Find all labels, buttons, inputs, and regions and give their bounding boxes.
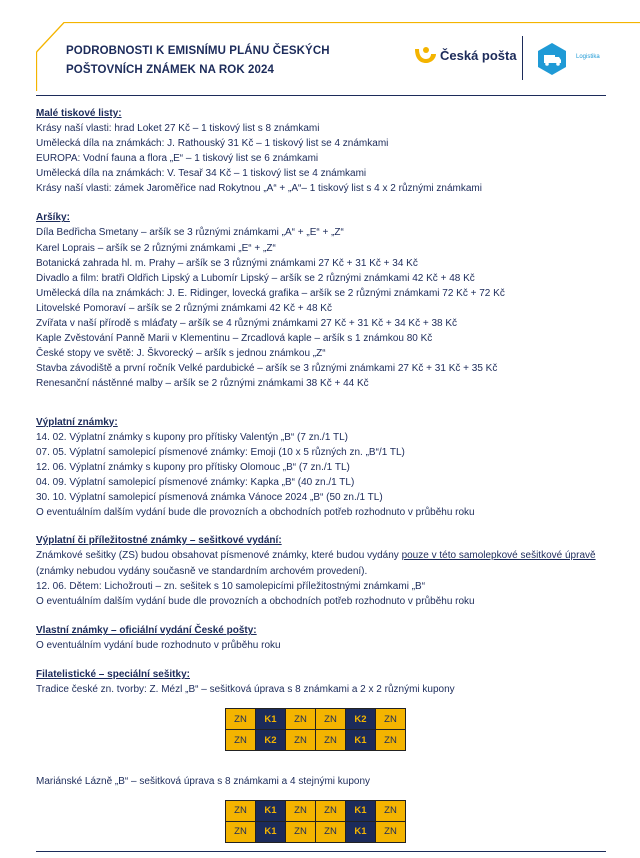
stamp-cell: ZN (316, 821, 346, 842)
paragraph-text: (známky nebudou vydány současně ve standardním archovém provedení). (36, 565, 368, 577)
stamp-cell: ZN (226, 730, 256, 751)
section-arsiky (36, 211, 616, 391)
footer-rule (36, 851, 606, 852)
section-vlastni-znamky (36, 624, 616, 653)
list-item: Krásy naší vlasti: zámek Jaroměřice nad Rokytnou „A“ + „A“– 1 tiskový list s 4 x 2 různými známkami (36, 183, 482, 195)
list-item: 04. 09. Výplatní samolepicí písmenové známky: Kapka „B“ (40 zn./1 TL) (36, 476, 355, 488)
section-filatelisticke (36, 668, 616, 842)
section-vyplatni-znamky (36, 416, 616, 521)
stamp-cell: ZN (376, 730, 406, 751)
booklet-layout-table (225, 800, 406, 843)
list-item: Umělecká díla na známkách: V. Tesař 34 Kč – 1 tiskový list se 4 známkami (36, 168, 367, 180)
list-item: 30. 10. Výplatní samolepicí písmenová známka Vánoce 2024 „B“ (50 zn./1 TL) (36, 491, 383, 503)
booklet-row (226, 800, 406, 821)
list-item: Kaple Zvěstování Panně Marii v Klementinu – Zrcadlová kaple – aršík s 1 známkou 80 Kč (36, 333, 433, 345)
stamp-cell: ZN (376, 800, 406, 821)
paragraph-text: Známkové sešitky (ZS) budou obsahovat písmenové známky, které budou vydány (36, 550, 402, 562)
coupon-cell: K1 (256, 821, 286, 842)
section-heading: Výplatní známky: (36, 416, 118, 428)
stamp-cell: ZN (376, 821, 406, 842)
coupon-cell: K1 (346, 821, 376, 842)
stamp-cell: ZN (226, 709, 256, 730)
coupon-cell: K2 (346, 709, 376, 730)
section-heading: Filatelistické – speciální sešitky: (36, 669, 190, 681)
booklet-row (226, 730, 406, 751)
stamp-cell: ZN (226, 821, 256, 842)
list-item: O eventuálním dalším vydání bude dle provozních a obchodních potřeb rozhodnuto v průběhu roku (36, 596, 475, 608)
title-line-2: POŠTOVNÍCH ZNÁMEK NA ROK 2024 (66, 64, 275, 76)
list-item: Umělecká díla na známkách: J. E. Ridinger, lovecká grafika – aršík se 2 různými známkami 72 Kč + 72 Kč (36, 287, 505, 299)
list-item: Litovelské Pomoraví – aršík se 2 různými známkami 42 Kč + 48 Kč (36, 302, 332, 314)
list-item: Mariánské Lázně „B“ – sešitková úprava s 8 známkami a 4 stejnými kupony (36, 776, 371, 788)
header-rule (36, 95, 606, 96)
coupon-cell: K2 (256, 730, 286, 751)
logistika-label: Logistika (576, 54, 600, 60)
paragraph-emphasis: pouze v této samolepkové sešitkové úpravě (401, 550, 596, 562)
stamp-cell: ZN (316, 730, 346, 751)
list-item: Divadlo a film: bratři Oldřich Lipský a Lubomír Lipský – aršík se 2 různými známkami 42 Kč + 48 Kč (36, 272, 475, 284)
list-item: Tradice české zn. tvorby: Z. Mézl „B“ – sešitková úprava s 8 známkami a 2 x 2 různými kupony (36, 684, 455, 696)
stamp-cell: ZN (286, 821, 316, 842)
document-title (66, 42, 386, 80)
section-heading: Aršíky: (36, 212, 70, 224)
list-item: Karel Loprais – aršík se 2 různými známkami „E“ + „Z“ (36, 242, 276, 254)
sesitky-paragraph (36, 548, 616, 579)
section-sesitkove-vydani (36, 534, 616, 609)
stamp-cell: ZN (316, 800, 346, 821)
list-item: Botanická zahrada hl. m. Prahy – aršík se 3 různými známkami 27 Kč + 31 Kč + 34 Kč (36, 257, 418, 269)
list-item: Renesanční nástěnné malby – aršík se 2 různými známkami 38 Kč + 44 Kč (36, 378, 369, 390)
ceska-posta-logo-text: Česká pošta (440, 48, 517, 63)
logistika-truck-icon (535, 42, 569, 76)
section-heading: Malé tiskové listy: (36, 108, 122, 119)
list-item: 14. 02. Výplatní známky s kupony pro přítisky Valentýn „B“ (7 zn./1 TL) (36, 431, 348, 443)
document-body (36, 107, 616, 843)
stamp-cell: ZN (226, 800, 256, 821)
stamp-cell: ZN (286, 800, 316, 821)
logo-divider (522, 36, 523, 80)
coupon-cell: K1 (256, 709, 286, 730)
section-male-tiskove-listy (36, 107, 616, 196)
list-item: 12. 06. Dětem: Lichožrouti – zn. sešitek s 10 samolepicími příležitostnými známkami „B“ (36, 581, 426, 593)
stamp-cell: ZN (316, 709, 346, 730)
list-item: 07. 05. Výplatní samolepicí písmenové známky: Emoji (10 x 5 různých zn. „B“/1 TL) (36, 446, 405, 458)
list-item: Stavba závodiště a první ročník Velké pardubické – aršík se 3 různými známkami 27 Kč + 31 Kč + 35 Kč (36, 363, 498, 375)
list-item: EUROPA: Vodní fauna a flora „E“ – 1 tiskový list se 6 známkami (36, 153, 319, 165)
coupon-cell: K1 (256, 800, 286, 821)
stamp-cell: ZN (376, 709, 406, 730)
title-line-1: PODROBNOSTI K EMISNÍMU PLÁNU ČESKÝCH (66, 45, 330, 57)
list-item: Krásy naší vlasti: hrad Loket 27 Kč – 1 tiskový list s 8 známkami (36, 123, 320, 134)
post-horn-icon (414, 46, 438, 64)
stamp-cell: ZN (286, 709, 316, 730)
list-item: Umělecká díla na známkách: J. Rathouský 31 Kč – 1 tiskový list se 4 známkami (36, 138, 389, 150)
coupon-cell: K1 (346, 800, 376, 821)
coupon-cell: K1 (346, 730, 376, 751)
booklet-layout-table (225, 708, 406, 751)
booklet-row (226, 709, 406, 730)
list-item: České stopy ve světě: J. Škvorecký – aršík s jednou známkou „Z“ (36, 348, 326, 360)
list-item: O eventuálním vydání bude rozhodnuto v průběhu roku (36, 640, 281, 652)
list-item: 12. 06. Výplatní známky s kupony pro přítisky Olomouc „B“ (7 zn./1 TL) (36, 461, 350, 473)
section-heading: Výplatní či příležitostné známky – sešitkové vydání: (36, 535, 282, 547)
booklet-row (226, 821, 406, 842)
list-item: Díla Bedřicha Smetany – aršík se 3 různými známkami „A“ + „E“ + „Z“ (36, 227, 344, 239)
list-item: Zvířata v naší přírodě s mláďaty – aršík se 4 různými známkami 27 Kč + 31 Kč + 34 Kč + 38 Kč (36, 318, 458, 330)
stamp-cell: ZN (286, 730, 316, 751)
section-heading: Vlastní známky – oficiální vydání České pošty: (36, 625, 257, 637)
list-item: O eventuálním dalším vydání bude dle provozních a obchodních potřeb rozhodnuto v průběhu roku (36, 506, 475, 518)
